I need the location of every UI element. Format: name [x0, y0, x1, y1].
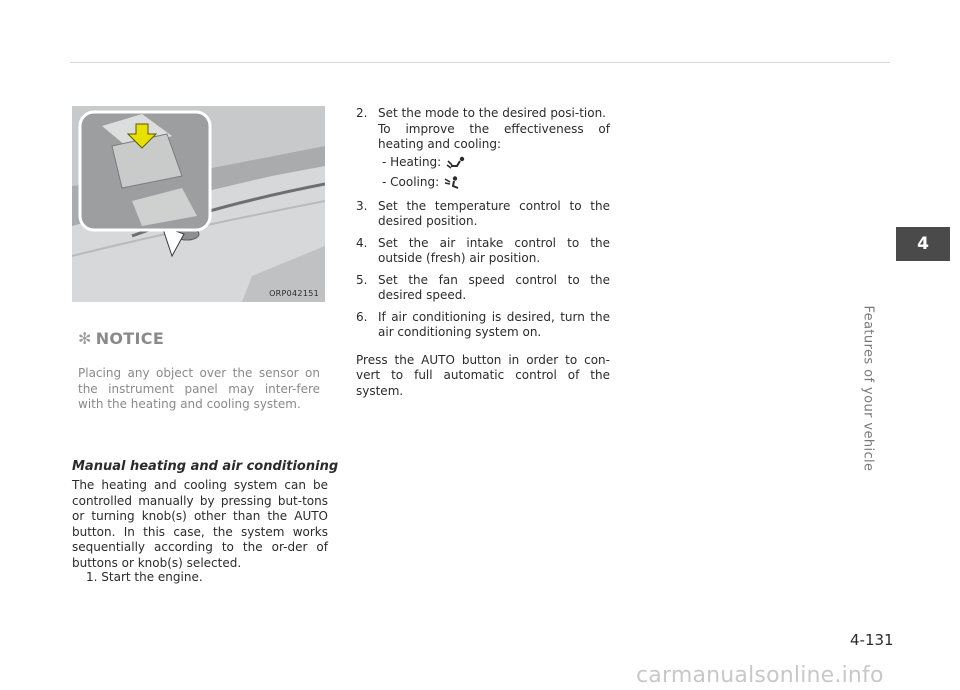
heating-mode-line	[382, 153, 610, 173]
dashboard-sensor-figure	[72, 106, 325, 302]
step-6	[356, 310, 610, 341]
chapter-tab: 4	[896, 227, 950, 261]
cooling-label: - Cooling:	[382, 174, 440, 189]
step-text: Set the mode to the desired posi-tion.	[378, 106, 606, 120]
step-text: Set the fan speed control to the desired speed.	[378, 272, 610, 302]
notice-title: NOTICE	[95, 329, 165, 348]
notice-body: Placing any object over the sensor on the instrument panel may inter-fere with the heating and cooling system.	[78, 366, 320, 411]
step-text: Set the temperature control to the desired position.	[378, 198, 610, 228]
chapter-label: Features of your vehicle	[860, 305, 876, 472]
step-3	[356, 199, 610, 230]
auto-paragraph: Press the AUTO button in order to con-vert to full automatic control of the system.	[356, 352, 610, 398]
cooling-mode-icon	[443, 176, 465, 190]
cooling-mode-line	[382, 173, 610, 193]
step-number: 4.	[356, 235, 368, 250]
notice-star-icon: ✻	[78, 329, 92, 348]
step-1: 1. Start the engine.	[86, 570, 203, 584]
page-number: 4-131	[850, 631, 894, 649]
notice-heading	[78, 329, 164, 348]
step-number: 3.	[356, 198, 368, 213]
header-rule	[70, 62, 890, 63]
step-text: Set the air intake control to the outside (fresh) air position.	[378, 235, 610, 265]
step-2-intro: To improve the effectiveness of heating and cooling:	[378, 121, 610, 151]
heating-mode-icon	[445, 156, 467, 170]
step-number: 5.	[356, 272, 368, 287]
sensor-illustration	[72, 106, 325, 302]
step-2	[356, 106, 610, 193]
figure-code: ORP042151	[269, 289, 319, 298]
step-5	[356, 273, 610, 304]
heating-label: - Heating:	[382, 154, 442, 169]
step-number: 2.	[356, 106, 368, 120]
step-text: If air conditioning is desired, turn the air conditioning system on.	[378, 309, 610, 339]
section-body: The heating and cooling system can be controlled manually by pressing but-tons or turning knob(s) other than the AUTO button. In this case, the system works sequentially according to the or-der of buttons or knob(s) selected.	[72, 478, 328, 570]
watermark: carmanualsonline.info	[636, 663, 884, 688]
step-4	[356, 236, 610, 267]
section-title: Manual heating and air conditioning	[72, 459, 339, 474]
step-number: 6.	[356, 309, 368, 324]
right-column	[356, 106, 610, 399]
